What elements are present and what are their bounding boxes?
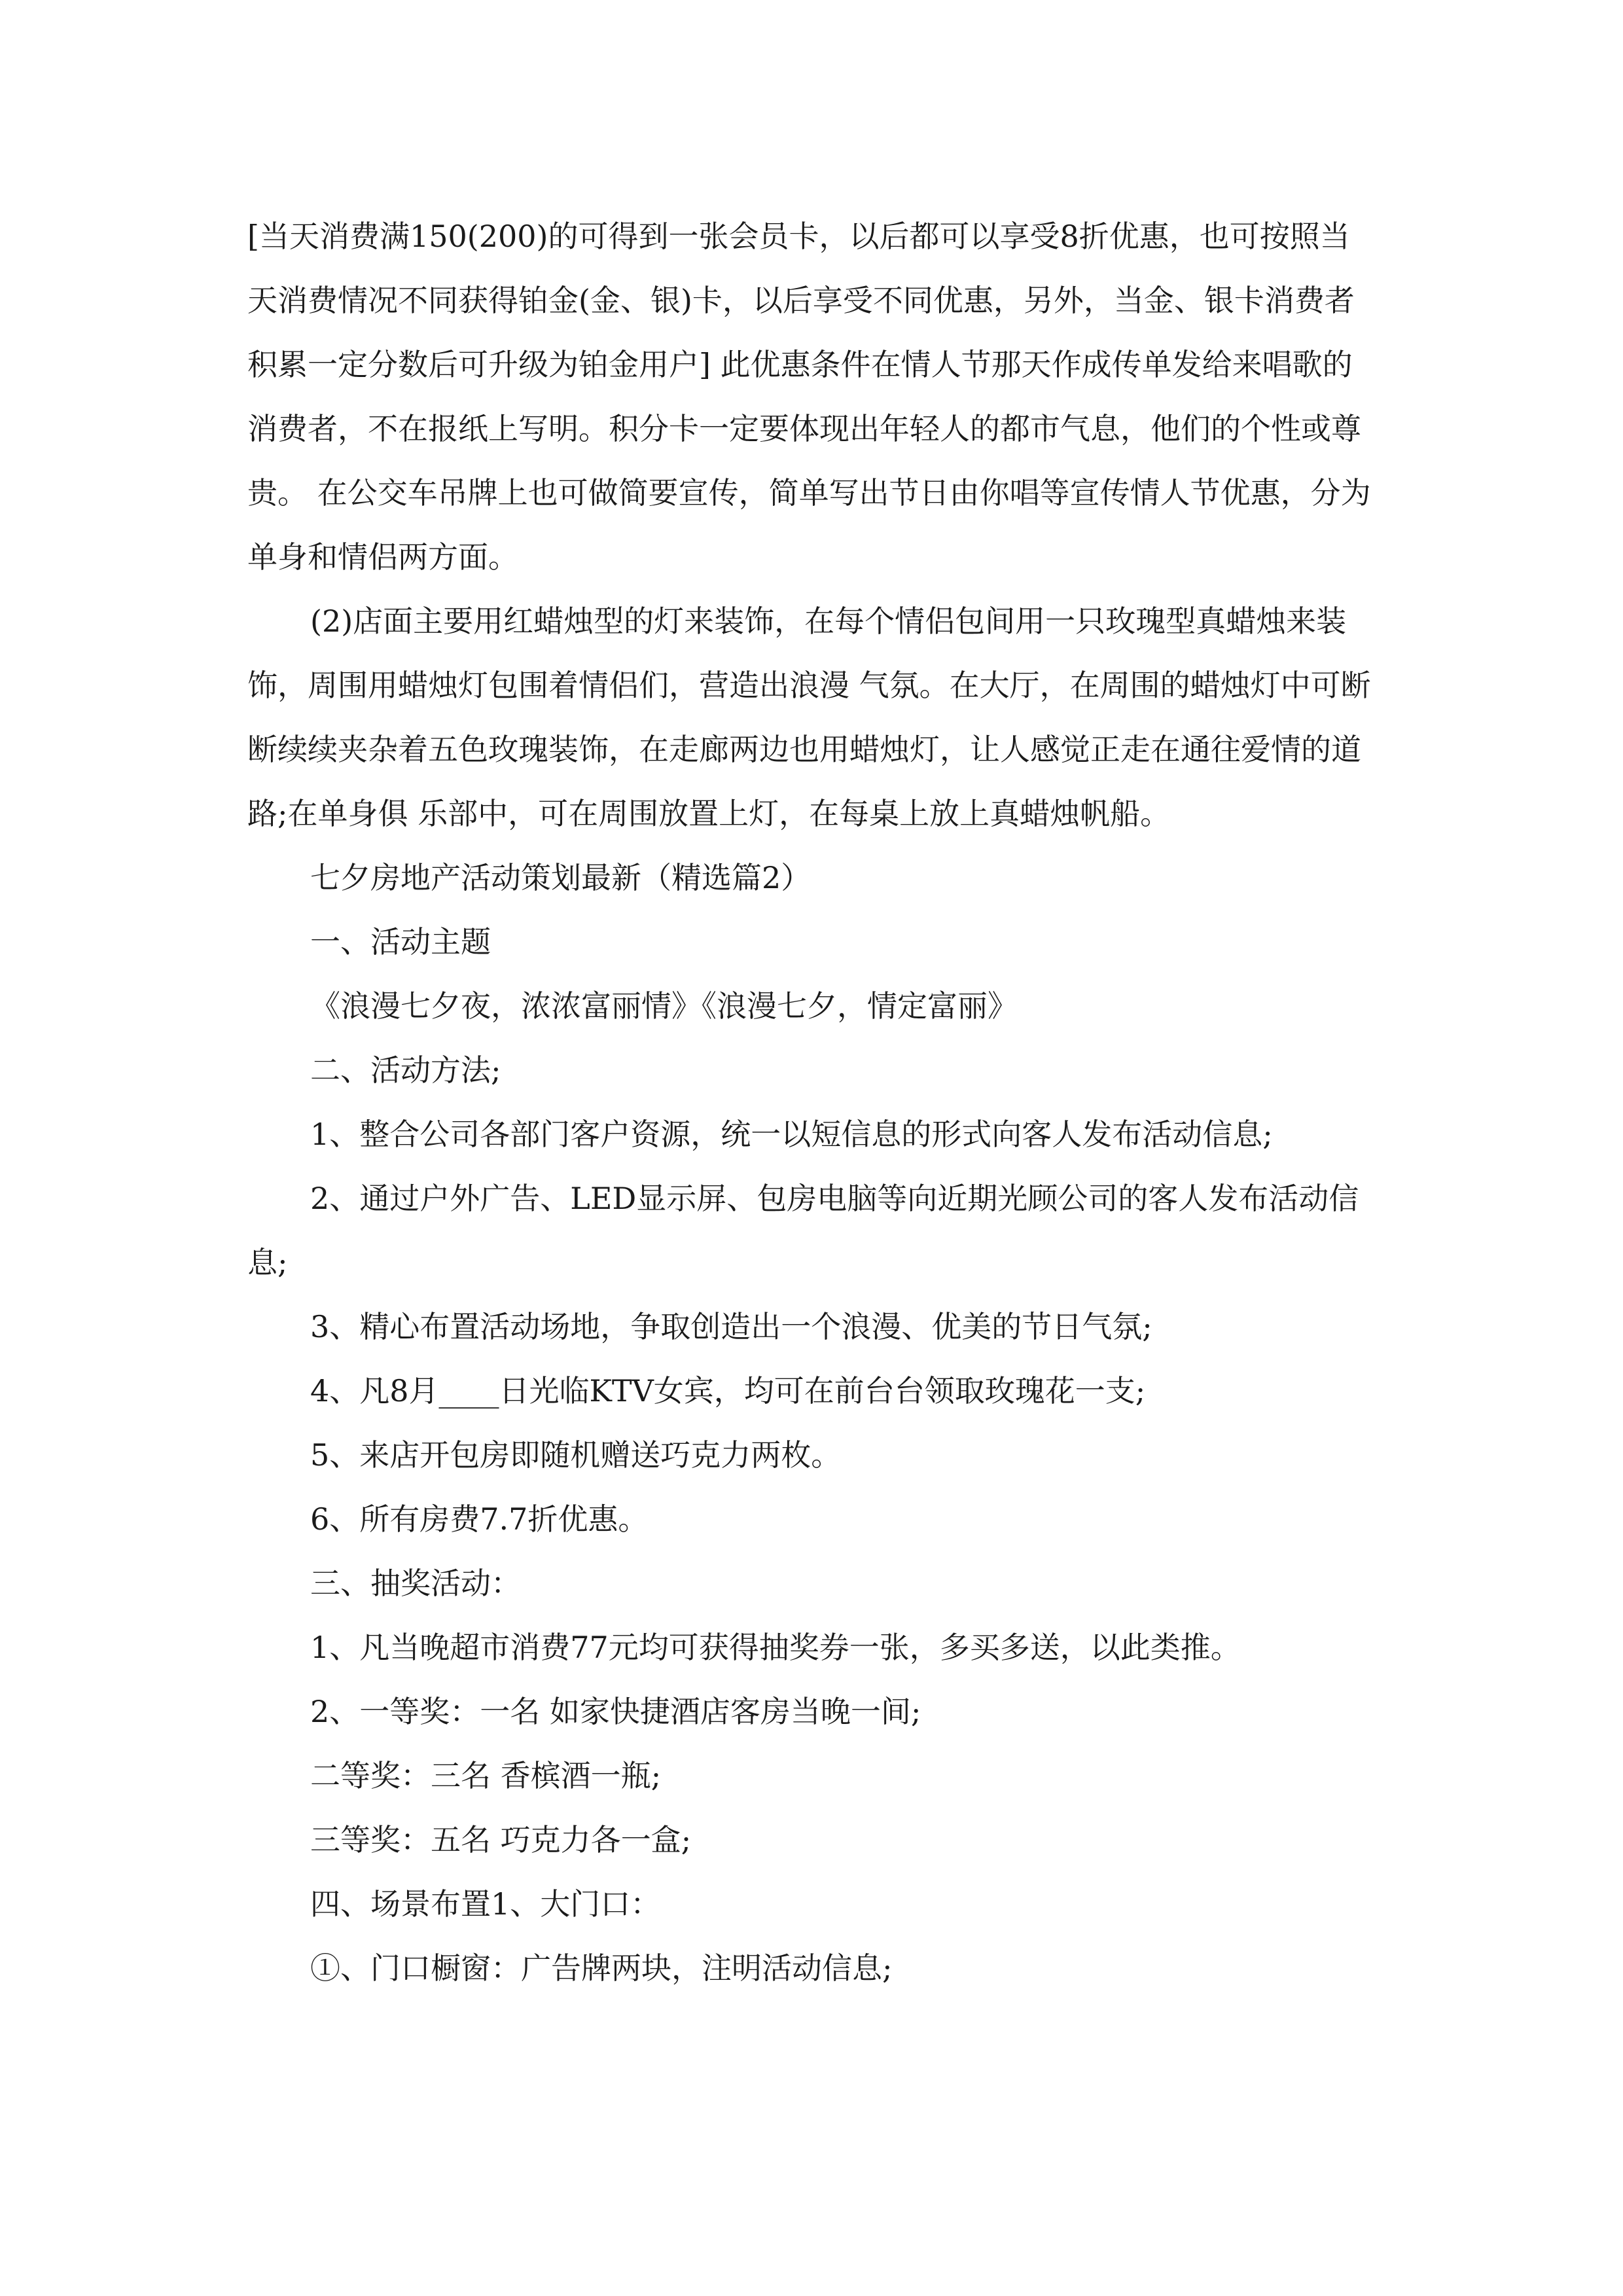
list-item: 2、一等奖：一名 如家快捷酒店客房当晚一间; (310, 1694, 921, 1729)
activity-theme-text: 《浪漫七夕夜，浓浓富丽情》《浪漫七夕，情定富丽》 (310, 988, 1018, 1024)
section-title: 七夕房地产活动策划最新（精选篇2） (310, 860, 812, 895)
list-item: 3、精心布置活动场地，争取创造出一个浪漫、优美的节日气氛; (310, 1309, 1152, 1344)
heading-activity-method: 二、活动方法; (310, 1052, 501, 1088)
list-item: 二等奖：三名 香槟酒一瓶; (310, 1758, 662, 1793)
list-item: 1、凡当晚超市消费77元均可获得抽奖券一张，多买多送，以此类推。 (310, 1630, 1241, 1665)
list-item: 三等奖：五名 巧克力各一盒; (310, 1822, 692, 1857)
list-item: 4、凡8月____日光临KTV女宾，均可在前台台领取玫瑰花一支; (310, 1373, 1146, 1408)
list-item: 1、整合公司各部门客户资源，统一以短信息的形式向客人发布活动信息; (310, 1117, 1273, 1152)
list-item: 5、来店开包房即随机赠送巧克力两枚。 (310, 1437, 842, 1473)
list-item: 6、所有房费7.7折优惠。 (310, 1501, 649, 1537)
paragraph-store-decoration: (2)店面主要用红蜡烛型的灯来装饰，在每个情侣包间用一只玫瑰型真蜡烛来装饰，周围用蜡烛灯包围着情侣们，营造出浪漫 气氛。在大厅，在周围的蜡烛灯中可断断续续夹杂着五色玫瑰装饰，在走廊两边也用蜡烛灯，让人感觉正走在通往爱情的道路;在单身俱 乐部中，可在周围放置上灯，在每桌上放上真蜡烛帆船。 (247, 603, 1371, 831)
heading-activity-theme: 一、活动主题 (310, 924, 491, 960)
heading-scene-setup: 四、场景布置1、大门口： (310, 1886, 661, 1922)
list-item: ①、门口橱窗：广告牌两块，注明活动信息; (310, 1950, 893, 1986)
heading-lottery: 三、抽奖活动： (310, 1566, 521, 1601)
paragraph-membership-offer: [当天消费满150(200)的可得到一张会员卡，以后都可以享受8折优惠，也可按照当天消费情况不同获得铂金(金、银)卡，以后享受不同优惠，另外，当金、银卡消费者积累一定分数后可升级为铂金用户] 此优惠条件在情人节那天作成传单发给来唱歌的消费者，不在报纸上写明。积分卡一定要体现出年轻人的都市气息，他们的个性或尊贵。 在公交车吊牌上也可做简要宣传，简单写出节日由你唱等宣传情人节优惠，分为单身和情侣两方面。 (247, 219, 1371, 575)
document-body (247, 204, 1380, 2000)
list-item: 2、通过户外广告、LED显示屏、包房电脑等向近期光顾公司的客人发布活动信息; (247, 1181, 1359, 1280)
